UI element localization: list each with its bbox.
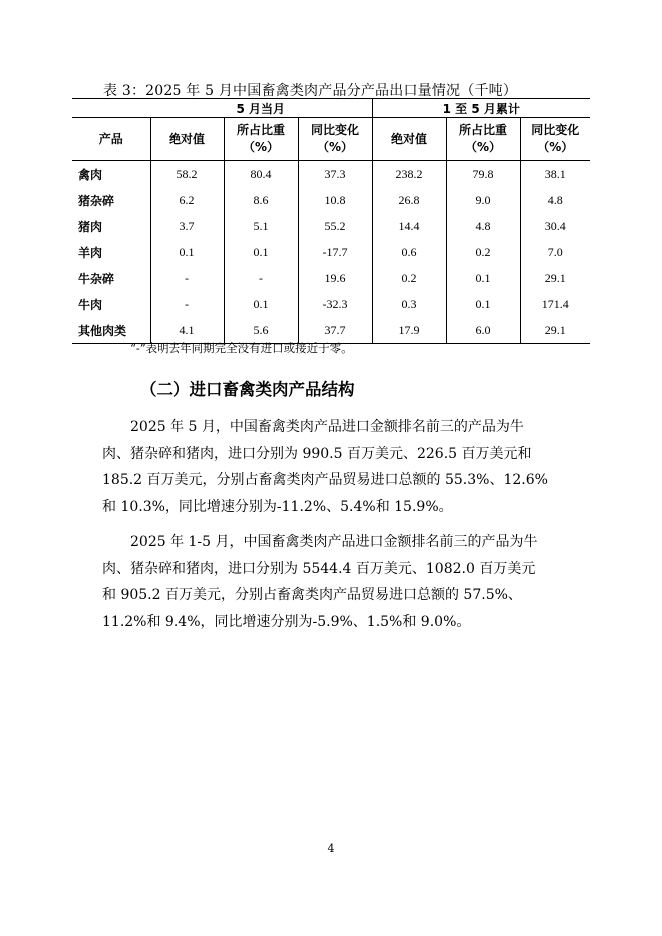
- paragraph-may: [102, 414, 564, 520]
- page-number: 4: [327, 842, 335, 855]
- cell-share-cum: 0.1: [446, 265, 520, 291]
- col-header-product: 产品: [72, 118, 150, 161]
- cell-abs-cum: 17.9: [372, 317, 446, 344]
- cell-yoy-cum: 38.1: [520, 161, 590, 188]
- cell-abs-may: 4.1: [150, 317, 224, 344]
- col-header-yoy-may-line2: （%）: [316, 140, 354, 154]
- cell-abs-may: 58.2: [150, 161, 224, 188]
- table-row: [72, 239, 590, 265]
- cell-yoy-cum: 29.1: [520, 317, 590, 344]
- cell-product: 牛杂碎: [78, 271, 115, 286]
- paragraph-line: 和 10.3%，同比增速分别为-11.2%、5.4%和 15.9%。: [102, 498, 453, 515]
- cell-yoy-may: -17.7: [298, 239, 372, 265]
- cell-share-cum: 0.1: [446, 291, 520, 317]
- cell-share-cum: 9.0: [446, 187, 520, 213]
- cell-abs-may: 6.2: [150, 187, 224, 213]
- cell-product: 禽肉: [78, 167, 103, 182]
- group-header-cumulative: 1 至 5 月累计: [372, 99, 590, 118]
- col-header-share-cum-line2: （%）: [464, 140, 502, 154]
- cell-share-cum: 6.0: [446, 317, 520, 344]
- col-header-share-may: [224, 118, 298, 161]
- cell-abs-cum: 0.6: [372, 239, 446, 265]
- cell-yoy-may: -32.3: [298, 291, 372, 317]
- cell-yoy-may: 37.7: [298, 317, 372, 344]
- col-header-share-cum: [446, 118, 520, 161]
- cell-abs-may: -: [150, 291, 224, 317]
- section-title: （二）进口畜禽类肉产品结构: [140, 380, 355, 399]
- cell-abs-cum: 238.2: [372, 161, 446, 188]
- col-header-share-cum-line1: 所占比重: [458, 123, 507, 137]
- cell-share-may: 80.4: [224, 161, 298, 188]
- table-row: [72, 265, 590, 291]
- paragraph-line: 肉、猪杂碎和猪肉，进口分别为 5544.4 百万美元、1082.0 百万美元: [102, 560, 536, 577]
- cell-yoy-may: 10.8: [298, 187, 372, 213]
- col-header-yoy-cum: [520, 118, 590, 161]
- cell-yoy-cum: 7.0: [520, 239, 590, 265]
- cell-abs-may: 3.7: [150, 213, 224, 239]
- cell-abs-may: 0.1: [150, 239, 224, 265]
- table-row: [72, 161, 590, 188]
- cell-share-may: 5.6: [224, 317, 298, 344]
- export-volume-table: [72, 98, 590, 344]
- cell-yoy-may: 37.3: [298, 161, 372, 188]
- cell-share-may: -: [224, 265, 298, 291]
- table-row: [72, 213, 590, 239]
- cell-abs-cum: 26.8: [372, 187, 446, 213]
- table-body: [72, 161, 590, 344]
- col-header-yoy-may: [298, 118, 372, 161]
- cell-yoy-cum: 29.1: [520, 265, 590, 291]
- table-note: “-”表明去年同期完全没有进口或接近于零。: [130, 341, 353, 355]
- col-header-yoy-may-line1: 同比变化: [310, 123, 359, 137]
- paragraph-line: 和 905.2 百万美元，分别占畜禽类肉产品贸易进口总额的 57.5%、: [102, 587, 522, 603]
- col-header-yoy-cum-line1: 同比变化: [531, 123, 580, 137]
- cell-yoy-cum: 171.4: [520, 291, 590, 317]
- col-header-yoy-cum-line2: （%）: [537, 140, 574, 154]
- col-header-abs-may: 绝对值: [150, 118, 224, 161]
- cell-yoy-may: 55.2: [298, 213, 372, 239]
- cell-product: 羊肉: [78, 245, 103, 260]
- empty-corner-cell: [72, 99, 150, 118]
- paragraph-line: 2025 年 1-5 月，中国畜禽类肉产品进口金额排名前三的产品为牛: [130, 534, 538, 550]
- table-row: [72, 291, 590, 317]
- cell-yoy-cum: 30.4: [520, 213, 590, 239]
- cell-product: 其他肉类: [72, 317, 150, 344]
- paragraph-jan-may: [102, 529, 564, 635]
- paragraph-line: 2025 年 5 月，中国畜禽类肉产品进口金额排名前三的产品为牛: [130, 419, 524, 435]
- cell-share-cum: 4.8: [446, 213, 520, 239]
- cell-abs-cum: 0.2: [372, 265, 446, 291]
- cell-product: 猪肉: [78, 219, 103, 234]
- cell-product: 牛肉: [78, 297, 103, 312]
- paragraph-line: 肉、猪杂碎和猪肉，进口分别为 990.5 百万美元、226.5 百万美元和: [102, 445, 532, 462]
- table-group-header-row: [72, 99, 590, 118]
- cell-share-may: 5.1: [224, 213, 298, 239]
- cell-share-cum: 79.8: [446, 161, 520, 188]
- paragraph-line: 11.2%和 9.4%，同比增速分别为-5.9%、1.5%和 9.0%。: [102, 613, 471, 630]
- cell-yoy-may: 19.6: [298, 265, 372, 291]
- group-header-may: 5 月当月: [150, 99, 372, 118]
- cell-share-cum: 0.2: [446, 239, 520, 265]
- col-header-share-may-line2: （%）: [242, 140, 280, 154]
- cell-abs-cum: 0.3: [372, 291, 446, 317]
- cell-product: 猪杂碎: [78, 193, 115, 208]
- cell-share-may: 0.1: [224, 239, 298, 265]
- cell-abs-may: -: [150, 265, 224, 291]
- col-header-share-may-line1: 所占比重: [236, 123, 285, 137]
- cell-yoy-cum: 4.8: [520, 187, 590, 213]
- cell-share-may: 0.1: [224, 291, 298, 317]
- cell-abs-cum: 14.4: [372, 213, 446, 239]
- table-caption: 表 3：2025 年 5 月中国畜禽类肉产品分产品出口量情况（千吨）: [103, 83, 518, 99]
- table-row: [72, 187, 590, 213]
- table-column-header-row: [72, 118, 590, 161]
- paragraph-line: 185.2 百万美元，分别占畜禽类肉产品贸易进口总额的 55.3%、12.6%: [102, 472, 548, 488]
- cell-share-may: 8.6: [224, 187, 298, 213]
- col-header-abs-cum: 绝对值: [372, 118, 446, 161]
